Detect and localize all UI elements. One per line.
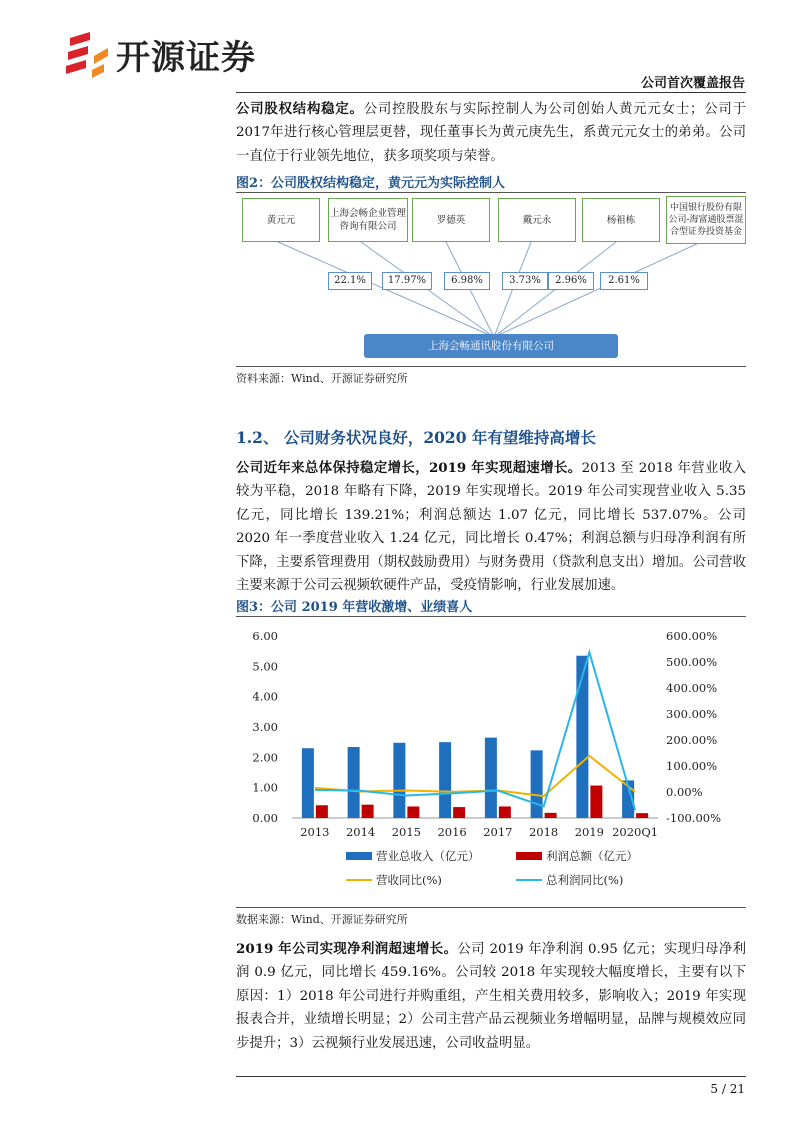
paragraph-financials [236, 457, 746, 597]
bar-profit [545, 813, 557, 818]
shareholder-box: 罗德英 [412, 198, 490, 242]
paragraph-body: 公司控股股东与实际控制人为公司创始人黄元元女士；公司于2017年进行核心管理层更替，现任董事长为黄元庚先生，系黄元元女士的弟弟。公司一直位于行业领先地位，获多项奖项与荣誉。 [236, 102, 747, 164]
bar-profit [590, 786, 602, 818]
figure-2-title: 图2：公司股权结构稳定，黄元元为实际控制人 [236, 176, 506, 191]
legend-label: 总利润同比(%) [546, 873, 624, 887]
paragraph-lead: 公司近年来总体保持稳定增长，2019 年实现超速增长。 [236, 460, 582, 476]
figure-2-top-rule [236, 192, 746, 193]
paragraph-lead: 2019 年公司实现净利润超速增长。 [236, 941, 458, 957]
brand-logo-icon [64, 26, 114, 82]
revenue-profit-chart [236, 620, 746, 905]
legend-swatch [346, 852, 372, 860]
stake-percent: 17.97% [382, 272, 432, 290]
x-tick-label: 2014 [345, 825, 376, 839]
stake-percent: 6.98% [444, 272, 490, 290]
legend-label: 营业总收入（亿元） [376, 849, 480, 863]
y-right-tick-label: 600.00% [666, 629, 718, 643]
y-right-tick-label: -100.00% [666, 811, 722, 825]
y-right-tick-label: 100.00% [666, 759, 718, 773]
x-tick-label: 2016 [437, 825, 467, 839]
stake-percent: 3.73% [502, 272, 548, 290]
legend-label: 营收同比(%) [376, 873, 442, 887]
paragraph-body: 2013 至 2018 年营业收入较为平稳，2018 年略有下降，2019 年实现增长。2019 年公司实现营业收入 5.35 亿元，同比增长 139.21%；利润总额达 1.07 亿元，同比增长 537.07%。公司 2020 年一季度营业收入 1.24 亿元，同比增长 0.47%；利润总额与归母净利润有所下降，主要系管理费用（期权鼓励费用）与财务费用（贷款利息支出）增加。公司营收主要来源于公司云视频软硬件产品，受疫情影响，行业发展加速。 [236, 461, 746, 594]
shareholder-box: 戴元永 [498, 198, 576, 242]
bar-revenue [531, 750, 543, 818]
shareholder-box: 上海会畅企业管理咨询有限公司 [328, 198, 408, 242]
bar-revenue [439, 742, 451, 818]
stake-percent: 22.1% [328, 272, 372, 290]
bar-revenue [576, 656, 588, 818]
x-tick-label: 2018 [528, 825, 559, 839]
footer-rule [236, 1076, 746, 1077]
shareholding-diagram [236, 194, 746, 366]
x-tick-label: 2019 [574, 825, 605, 839]
paragraph-body: 公司 2019 年净利润 0.95 亿元；实现归母净利润 0.9 亿元，同比增长 459.16%。公司较 2018 年实现较大幅度增长，主要有以下原因：1）2018 年公司进行并购重组，产生相关费用较多，影响收入；2019 年实现报表合并，业绩增长明显；2）公司主营产品云视频业务增幅明显，品牌与规模效应同步提升；3）云视频行业发展迅速，公司收益明显。 [236, 942, 747, 1051]
paragraph-shareholding [236, 98, 746, 168]
figure-3-title: 图3：公司 2019 年营收激增、业绩喜人 [236, 600, 473, 615]
figure-3-source: 数据来源：Wind、开源证券研究所 [236, 913, 408, 926]
stake-percent: 2.96% [548, 272, 594, 290]
bar-profit [636, 813, 648, 818]
y-left-tick-label: 1.00 [252, 780, 278, 795]
y-right-tick-label: 0.00% [666, 785, 703, 799]
y-left-tick-label: 0.00 [252, 811, 278, 825]
bar-profit [453, 807, 465, 818]
x-tick-label: 2013 [300, 825, 330, 839]
company-box: 上海会畅通讯股份有限公司 [364, 334, 618, 358]
y-left-tick-label: 5.00 [252, 659, 278, 674]
bar-profit [407, 806, 419, 818]
x-tick-label: 2017 [483, 825, 513, 839]
y-right-tick-label: 500.00% [666, 655, 718, 669]
shareholder-box: 杨祖栋 [582, 198, 660, 242]
y-left-tick-label: 2.00 [252, 750, 278, 765]
report-type: 公司首次覆盖报告 [640, 76, 745, 91]
stake-percent: 2.61% [600, 272, 648, 290]
header-rule [236, 92, 746, 93]
legend-swatch [516, 852, 542, 860]
y-right-tick-label: 400.00% [666, 681, 718, 695]
y-left-tick-label: 3.00 [252, 720, 278, 734]
figure-3-top-rule [236, 616, 746, 617]
bar-revenue [348, 747, 360, 818]
paragraph-lead: 公司股权结构稳定。 [236, 101, 364, 117]
shareholder-box: 黄元元 [242, 198, 320, 242]
bar-profit [362, 805, 374, 818]
y-right-tick-label: 200.00% [666, 733, 718, 747]
y-left-tick-label: 4.00 [252, 689, 278, 704]
figure-3-bottom-rule [236, 907, 746, 908]
bar-profit [316, 805, 328, 818]
y-left-tick-label: 6.00 [252, 629, 278, 643]
bar-revenue [302, 748, 314, 818]
bar-revenue [393, 743, 405, 818]
brand-name: 开源证券 [116, 38, 256, 78]
section-heading: 1.2、 公司财务状况良好，2020 年有望维持高增长 [236, 428, 596, 447]
page-number: 5 / 21 [710, 1082, 745, 1096]
shareholder-box: 中国银行股份有限公司-海富通股票混合型证券投资基金 [666, 196, 746, 244]
paragraph-net-profit [236, 938, 746, 1055]
figure-2-source: 资料来源：Wind、开源证券研究所 [236, 372, 408, 385]
y-right-tick-label: 300.00% [666, 707, 718, 721]
bar-profit [499, 806, 511, 818]
x-tick-label: 2015 [391, 825, 422, 839]
bar-revenue [485, 738, 497, 818]
x-tick-label: 2020Q1 [612, 825, 659, 839]
figure-2-bottom-rule [236, 366, 746, 367]
legend-label: 利润总额（亿元） [546, 849, 638, 863]
